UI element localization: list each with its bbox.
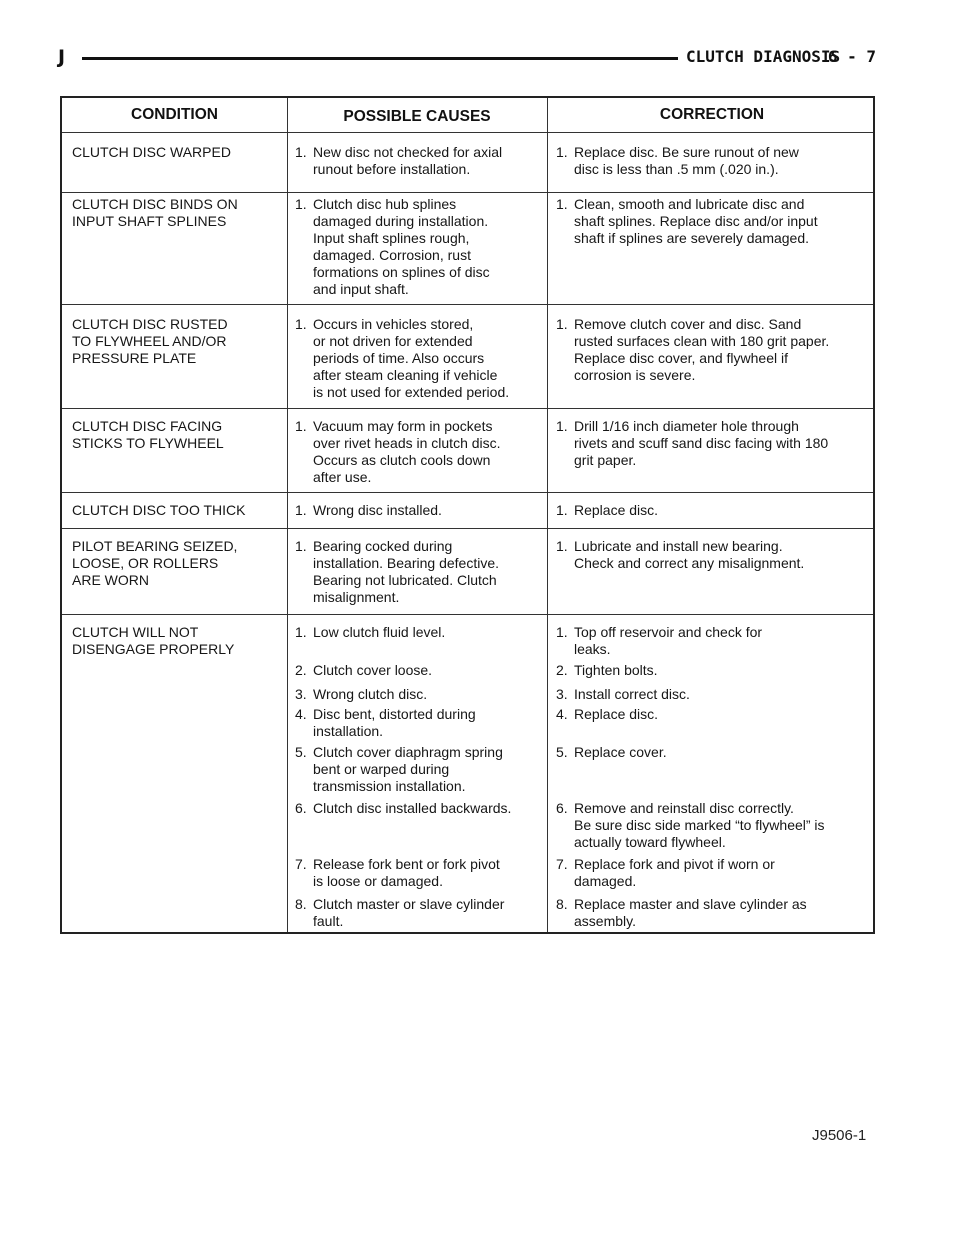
item-text: Wrong clutch disc.	[313, 686, 428, 702]
item-number: 3.	[295, 686, 307, 702]
condition-cell: PILOT BEARING SEIZED, LOOSE, OR ROLLERS ARE WORN	[72, 538, 238, 588]
row-divider	[62, 614, 873, 615]
possible-cause-item	[295, 502, 545, 519]
item-number: 5.	[295, 744, 307, 760]
possible-cause-item	[295, 196, 545, 298]
possible-cause-item	[295, 624, 545, 641]
item-text: Low clutch fluid level.	[313, 624, 446, 640]
condition-cell: CLUTCH DISC RUSTED TO FLYWHEEL AND/OR PRESSURE PLATE	[72, 316, 228, 366]
correction-item	[556, 744, 868, 761]
item-number: 1.	[295, 316, 307, 332]
row-divider	[62, 528, 873, 529]
column-header-correction: CORRECTION	[659, 106, 765, 123]
column-divider	[547, 98, 548, 932]
possible-cause-item	[295, 856, 545, 890]
possible-cause-item	[295, 144, 545, 178]
item-text: Install correct disc.	[574, 686, 690, 702]
condition-cell: CLUTCH DISC BINDS ON INPUT SHAFT SPLINES	[72, 196, 238, 229]
item-text: Replace fork and pivot if worn or damaged.	[574, 856, 775, 889]
possible-cause-item	[295, 744, 545, 795]
condition-cell: CLUTCH WILL NOT DISENGAGE PROPERLY	[72, 624, 235, 657]
section-letter: J	[58, 46, 66, 68]
correction-item	[556, 144, 868, 178]
item-text: Replace cover.	[574, 744, 667, 760]
row-divider	[62, 304, 873, 305]
item-number: 4.	[295, 706, 307, 722]
item-number: 8.	[556, 896, 568, 912]
item-number: 7.	[556, 856, 568, 872]
item-text: Drill 1/16 inch diameter hole through rivets and scuff sand disc facing with 180 grit paper.	[574, 418, 829, 468]
column-header-possible-causes: POSSIBLE CAUSES	[343, 108, 491, 125]
page-header	[58, 46, 876, 70]
item-text: Lubricate and install new bearing. Check and correct any misalignment.	[574, 538, 805, 571]
correction-item	[556, 662, 868, 679]
item-number: 6.	[556, 800, 568, 816]
possible-cause-item	[295, 662, 545, 679]
item-number: 1.	[556, 502, 568, 518]
item-text: Top off reservoir and check for leaks.	[574, 624, 763, 657]
correction-item	[556, 896, 868, 930]
row-divider	[62, 192, 873, 193]
column-divider	[287, 98, 288, 932]
item-text: Replace disc.	[574, 502, 659, 518]
page-number: 6 - 7	[827, 47, 876, 66]
condition-cell: CLUTCH DISC TOO THICK	[72, 502, 246, 518]
item-text: Clutch disc hub splines damaged during installation. Input shaft splines rough, damaged. Corrosion, rust formations on splines of disc and input shaft.	[313, 196, 490, 297]
diagnosis-table	[60, 96, 875, 934]
item-text: Clutch cover loose.	[313, 662, 433, 678]
item-text: Vacuum may form in pockets over rivet heads in clutch disc. Occurs as clutch cools down after use.	[313, 418, 501, 485]
item-text: Wrong disc installed.	[313, 502, 442, 518]
correction-item	[556, 316, 868, 384]
possible-cause-item	[295, 316, 545, 401]
correction-item	[556, 502, 868, 519]
item-text: Remove and reinstall disc correctly. Be sure disc side marked “to flywheel” is actually toward flywheel.	[574, 800, 825, 850]
row-divider	[62, 492, 873, 493]
item-text: Clutch cover diaphragm spring bent or warped during transmission installation.	[313, 744, 503, 794]
header-rule	[82, 57, 678, 60]
correction-item	[556, 800, 868, 851]
item-number: 2.	[295, 662, 307, 678]
item-number: 5.	[556, 744, 568, 760]
item-number: 1.	[556, 624, 568, 640]
item-text: Bearing cocked during installation. Bearing defective. Bearing not lubricated. Clutch misalignment.	[313, 538, 499, 605]
item-number: 1.	[295, 418, 307, 434]
correction-item	[556, 856, 868, 890]
item-number: 1.	[295, 538, 307, 554]
item-text: Replace disc. Be sure runout of new disc is less than .5 mm (.020 in.).	[574, 144, 799, 177]
item-text: Tighten bolts.	[574, 662, 658, 678]
item-text: Clutch disc installed backwards.	[313, 800, 512, 816]
item-number: 1.	[556, 144, 568, 160]
correction-item	[556, 624, 868, 658]
item-text: Clutch master or slave cylinder fault.	[313, 896, 505, 929]
item-number: 1.	[556, 316, 568, 332]
row-divider	[62, 408, 873, 409]
item-number: 1.	[295, 502, 307, 518]
item-number: 3.	[556, 686, 568, 702]
item-text: Replace disc.	[574, 706, 659, 722]
item-number: 4.	[556, 706, 568, 722]
item-text: Release fork bent or fork pivot is loose or damaged.	[313, 856, 500, 889]
possible-cause-item	[295, 418, 545, 486]
item-number: 1.	[295, 196, 307, 212]
possible-cause-item	[295, 706, 545, 740]
item-number: 1.	[556, 418, 568, 434]
item-number: 1.	[295, 624, 307, 640]
item-number: 1.	[556, 196, 568, 212]
figure-id: J9506-1	[812, 1127, 867, 1144]
possible-cause-item	[295, 538, 545, 606]
item-text: Disc bent, distorted during installation.	[313, 706, 476, 739]
item-text: Remove clutch cover and disc. Sand rusted surfaces clean with 180 grit paper. Replace disc cover, and flywheel if corrosion is severe.	[574, 316, 830, 383]
correction-item	[556, 686, 868, 703]
correction-item	[556, 196, 868, 247]
row-divider	[62, 132, 873, 133]
possible-cause-item	[295, 896, 545, 930]
item-number: 6.	[295, 800, 307, 816]
item-number: 7.	[295, 856, 307, 872]
item-text: Replace master and slave cylinder as assembly.	[574, 896, 807, 929]
possible-cause-item	[295, 800, 545, 817]
correction-item	[556, 538, 868, 572]
item-number: 8.	[295, 896, 307, 912]
column-header-condition: CONDITION	[131, 106, 218, 123]
item-number: 2.	[556, 662, 568, 678]
condition-cell: CLUTCH DISC FACING STICKS TO FLYWHEEL	[72, 418, 224, 451]
item-number: 1.	[295, 144, 307, 160]
section-title: CLUTCH DIAGNOSIS	[686, 47, 841, 66]
item-text: New disc not checked for axial runout before installation.	[313, 144, 503, 177]
correction-item	[556, 706, 868, 723]
item-text: Clean, smooth and lubricate disc and shaft splines. Replace disc and/or input shaft if splines are severely damaged.	[574, 196, 818, 246]
condition-cell: CLUTCH DISC WARPED	[72, 144, 231, 160]
item-text: Occurs in vehicles stored, or not driven for extended periods of time. Also occurs after steam cleaning if vehicle is not used for extended period.	[313, 316, 510, 400]
possible-cause-item	[295, 686, 545, 703]
item-number: 1.	[556, 538, 568, 554]
correction-item	[556, 418, 868, 469]
